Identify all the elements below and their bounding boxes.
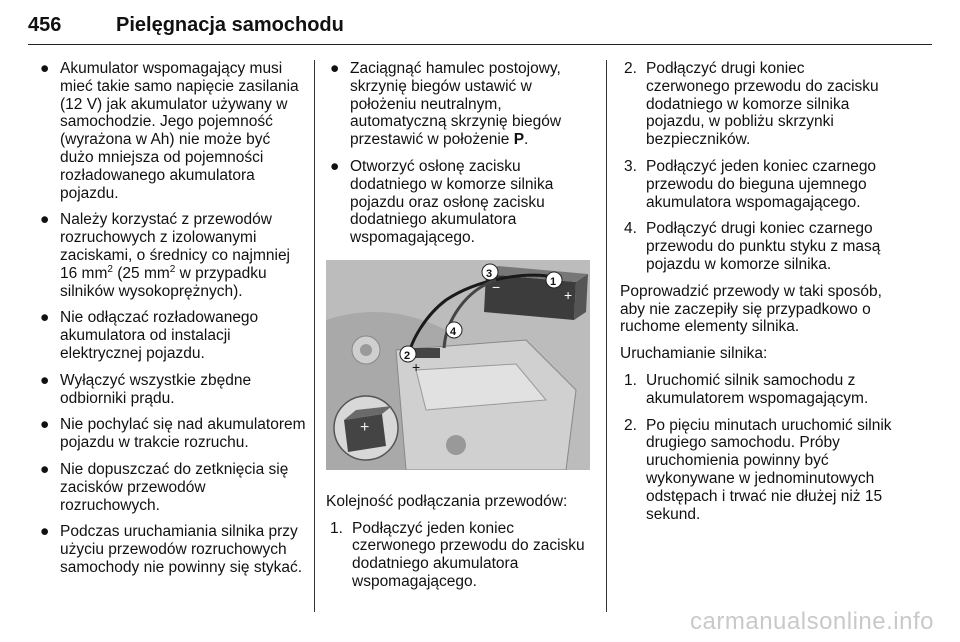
list-item: ● Nie odłączać rozładowanego akumulatora od instalacji elektrycznej pojazdu. [40,309,259,362]
bullet-icon: ● [40,371,50,389]
list-item: ● Akumulator wspomagający musi mieć takie samo napięcie zasilania (12 V) jak akumulator używany w samochodzie. Jego pojemność (wyrażona w Ah) nie może być dużo mniejsza od pojemności rozładowanego akumulatora pojazdu. [40,60,299,202]
svg-text:3: 3 [486,267,493,280]
list-item: 1. Podłączyć jeden koniec czerwonego przewodu do zacisku dodatniego akumulatora wspomagającego. [330,519,585,590]
marker-4 [446,322,462,338]
engine-start-heading: Uruchamianie silnika: [620,345,768,363]
bullet-icon: ● [40,309,50,327]
bullet-icon: ● [40,523,50,541]
marker-3 [482,264,498,280]
list-item: ● Nie dopuszczać do zetknięcia się zacisków przewodów rozruchowych. [40,460,289,514]
marker-1 [546,272,562,288]
list-item: 1. Uruchomić silnik samochodu z akumulatorem wspomagającym. [624,371,869,407]
list-item: 2. Po pięciu minutach uruchomić silnik drugiego samochodu. Próby uruchomienia powinny być wykonywane w jednominutowych odstępach i trwać nie dłużej niż 15 sekund. [624,416,892,523]
column-1 [36,60,306,586]
jump-start-illustration [326,260,590,470]
engine-start-steps [620,372,892,523]
svg-text:+: + [360,418,370,436]
svg-text:4: 4 [450,325,457,338]
column-2 [326,60,596,600]
page-header [28,12,932,45]
connection-steps [326,520,596,591]
column-divider [606,60,607,612]
column-divider [314,60,315,612]
marker-2 [400,346,416,362]
bullet-icon: ● [330,157,340,175]
list-item: 2. Podłączyć drugi koniec czerwonego przewodu do zacisku dodatniego w komorze silnika pojazdu, w pobliżu skrzynki bezpieczników. [624,60,879,149]
list-item: ● Podczas uruchamiania silnika przy użyciu przewodów rozruchowych samochody nie powinny się stykać. [40,523,303,576]
svg-text:−: − [492,278,501,295]
bullet-icon: ● [40,60,50,77]
page-title: Pielęgnacja samochodu [116,14,344,36]
preparation-list [326,60,596,247]
list-item: ● Otworzyć osłonę zacisku dodatniego w komorze silnika pojazdu oraz osłonę zacisku dodatniego akumulatora wspomagającego. [330,157,554,247]
bullet-icon: ● [40,460,50,478]
svg-text:2: 2 [404,349,411,362]
svg-text:+: + [564,286,573,303]
list-item: 4. Podłączyć drugi koniec czarnego przewodu do punktu styku z masą pojazdu w komorze silnika. [624,220,881,273]
watermark: carmanualsonline.info [690,608,934,635]
bullet-icon: ● [330,60,340,77]
list-item: ● Należy korzystać z przewodów rozruchowych z izolowanymi zaciskami, o średnicy co najmniej 16 $mm^2$ (25 $mm^2$ w przypadku silników wysokoprężnych). [40,211,291,300]
bullet-icon: ● [40,211,50,229]
precaution-list [36,60,306,577]
bullet-icon: ● [40,416,50,434]
list-item: ● Wyłączyć wszystkie zbędne odbiorniki prądu. [40,371,252,407]
column-3 [620,60,892,532]
page-number: 456 [28,14,62,36]
cable-routing-note: Poprowadzić przewody w taki sposób, aby nie zaczepiły się przypadkowo o ruchome elementy silnika. [620,282,882,336]
svg-text:1: 1 [550,275,557,288]
list-item: ● Zaciągnąć hamulec postojowy, skrzynię biegów ustawić w położeniu neutralnym, automatyczną skrzynię biegów przestawić w położenie P. [330,60,562,149]
connection-order-heading: Kolejność podłączania przewodów: [326,492,568,510]
list-item: 3. Podłączyć jeden koniec czarnego przewodu do bieguna ujemnego akumulatora wspomagającego. [624,157,877,211]
svg-text:+: + [412,358,421,375]
list-item: ● Nie pochylać się nad akumulatorem pojazdu w trakcie rozruchu. [40,416,306,452]
connection-steps-continued [620,60,892,274]
